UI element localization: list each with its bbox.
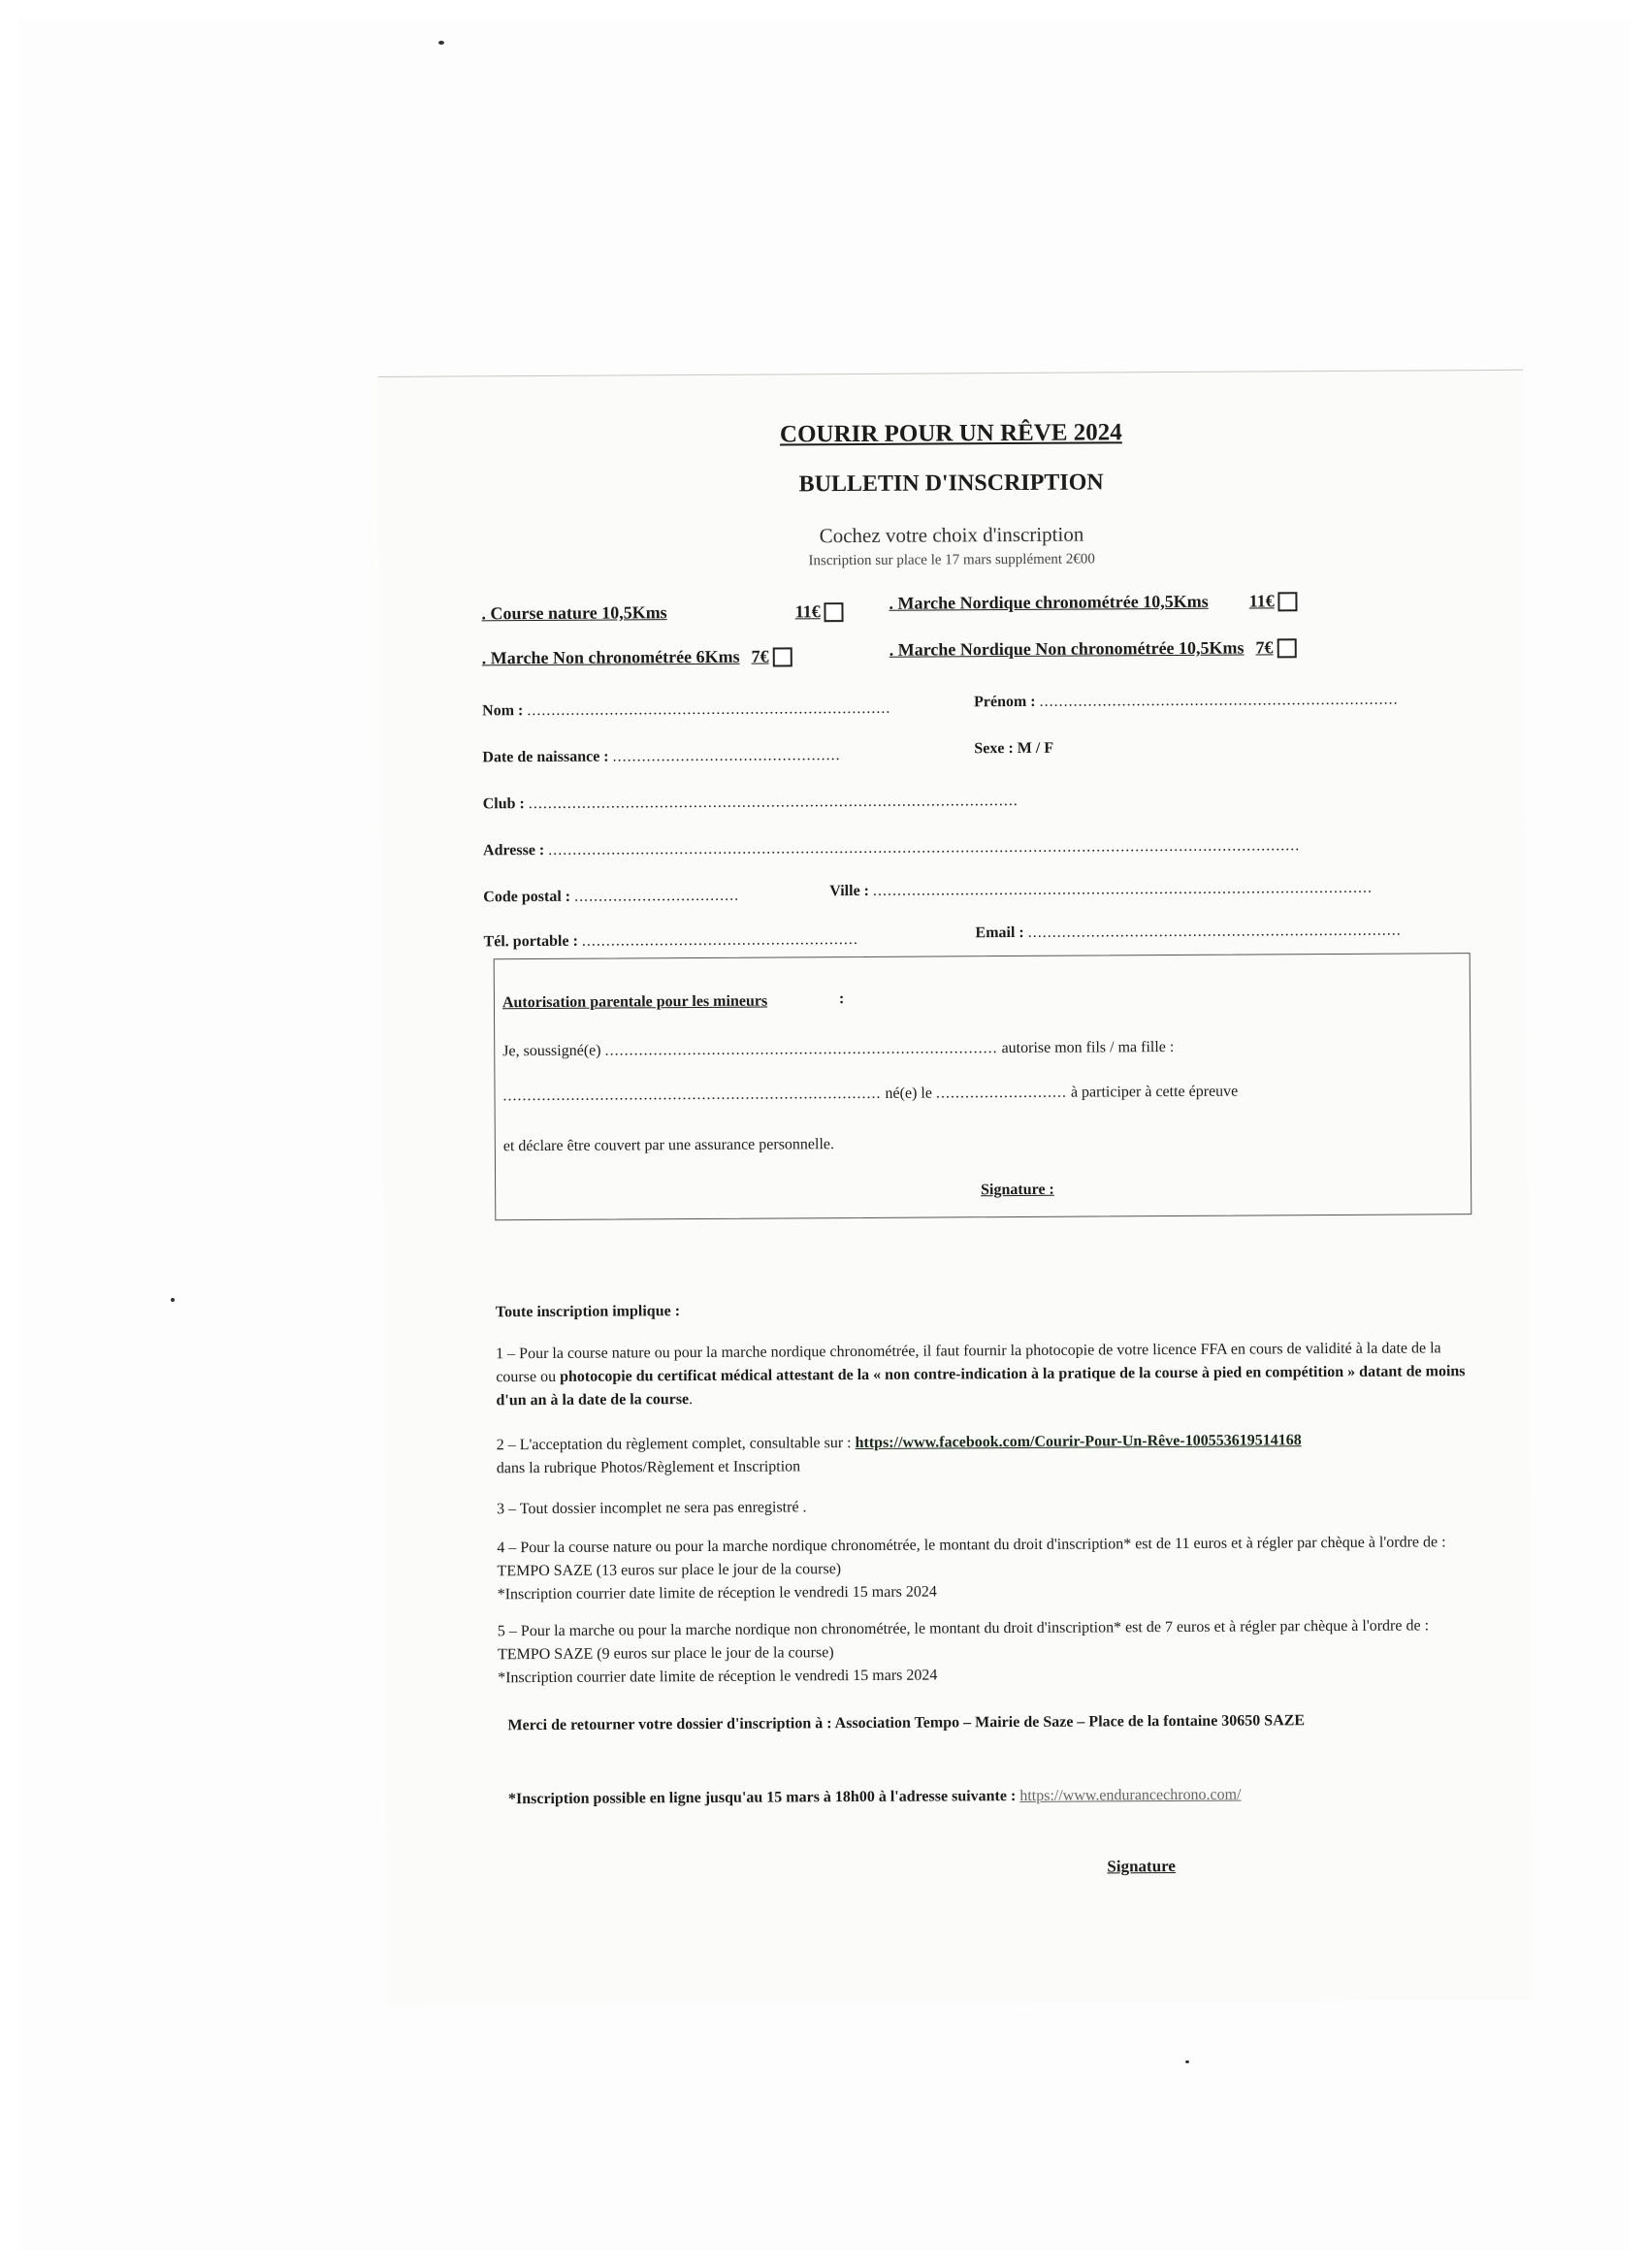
field-label: Nom :: [482, 702, 524, 720]
field-label: Club :: [482, 795, 525, 813]
condition-2: 2 – L'acceptation du règlement complet, consultable sur : https://www.facebook.com/Courir-Pour-Un-Rêve-100553619514168 dans la rubrique Photos/Règlement et Inscription: [496, 1432, 1302, 1477]
field-label: Adresse :: [482, 841, 545, 859]
final-signature: Signature: [1107, 1857, 1177, 1876]
parental-line-2[interactable]: .............................................................................. né(e) le ........................... à participer à cette épreuve: [502, 1083, 1239, 1105]
parental-text: né(e) le: [885, 1085, 932, 1102]
option-checkbox[interactable]: [1278, 592, 1298, 611]
option-label: . Marche Non chronométrée 6Kms: [481, 646, 740, 668]
onsite-note: Inscription sur place le 17 mars supplément 2€00: [808, 551, 1095, 569]
option-marche-nordique-non-chrono: [889, 637, 1297, 661]
field-label: Sexe : M / F: [974, 739, 1054, 758]
scan-speck: [438, 41, 444, 45]
field-prenom[interactable]: Prénom : ..........................................................................: [974, 691, 1399, 711]
condition-3: 3 – Tout dossier incomplet ne sera pas enregistré .: [497, 1499, 807, 1518]
option-label: . Course nature 10,5Kms: [481, 602, 667, 624]
parental-line-1[interactable]: Je, soussigné(e) ................................................................................. autorise mon fils / ma fille :: [502, 1039, 1175, 1060]
choice-instruction: Cochez votre choix d'inscription: [819, 522, 1084, 548]
option-price: 7€: [751, 646, 769, 666]
parental-line-3: et déclare être couvert par une assurance personnelle.: [502, 1136, 835, 1155]
condition-1: 1 – Pour la course nature ou pour la marche nordique chronométrée, il faut fournir la photocopie de votre licence FFA en cours de validité à la date de la course ou photocopie du certificat médical attestant de la « non contre-indication à la pratique de la course à pied en compétition » datant de moins d'un an à la date de la course.: [496, 1340, 1466, 1409]
field-tel-portable[interactable]: Tél. portable : .........................................................: [483, 930, 858, 951]
option-price: 11€: [1248, 591, 1275, 611]
field-code-postal[interactable]: Code postal : ..................................: [483, 887, 740, 906]
facebook-link[interactable]: https://www.facebook.com/Courir-Pour-Un-Rêve-100553619514168: [855, 1432, 1302, 1452]
return-address: Merci de retourner votre dossier d'inscription à : Association Tempo – Mairie de Saze – Place de la fontaine 30650 SAZE: [507, 1712, 1306, 1734]
field-sexe[interactable]: [974, 740, 1053, 758]
endurancechrono-link[interactable]: https://www.endurancechrono.com/: [1019, 1786, 1242, 1804]
condition-4: 4 – Pour la course nature ou pour la marche nordique chronométrée, le montant du droit d'inscription* est de 11 euros et à régler par chèque à l'ordre de : TEMPO SAZE (13 euros sur place le jour de la course) *Inscription courrier date limite de réception le vendredi 15 mars 2024: [497, 1534, 1446, 1604]
field-label: Ville :: [829, 882, 870, 900]
field-label: Email :: [975, 923, 1024, 942]
parental-text: à participer à cette épreuve: [1070, 1083, 1239, 1101]
option-checkbox[interactable]: [824, 602, 844, 622]
scan-speck: [1185, 2060, 1189, 2063]
parental-text: Je, soussigné(e): [502, 1042, 601, 1060]
option-checkbox[interactable]: [1277, 638, 1296, 658]
condition-5: 5 – Pour la marche ou pour la marche nordique non chronométrée, le montant du droit d'inscription* est de 7 euros et à régler par chèque à l'ordre de : TEMPO SAZE (9 euros sur place le jour de la course) *Inscription courrier date limite de réception le vendredi 15 mars 2024: [497, 1617, 1430, 1687]
form-title: COURIR POUR UN RÊVE 2024: [779, 419, 1122, 448]
option-marche-nordique-chrono: [889, 591, 1297, 614]
parental-text: autorise mon fils / ma fille :: [1001, 1039, 1175, 1057]
parental-signature: Signature :: [981, 1181, 1054, 1199]
field-label: Code postal :: [483, 888, 571, 906]
parental-heading-colon: :: [838, 990, 845, 1008]
conditions-heading: Toute inscription implique :: [495, 1303, 681, 1321]
option-price: 7€: [1255, 637, 1274, 658]
form-subtitle: BULLETIN D'INSCRIPTION: [798, 470, 1104, 498]
field-club[interactable]: Club : .....................................................................................................: [482, 792, 1018, 813]
field-email[interactable]: Email : .............................................................................: [975, 922, 1402, 942]
parental-authorization-box: [494, 953, 1472, 1220]
scan-speck: [171, 1298, 175, 1302]
online-registration-note: *Inscription possible en ligne jusqu'au 15 mars à 18h00 à l'adresse suivante : https://www.endurancechrono.com/: [507, 1786, 1242, 1808]
option-checkbox[interactable]: [772, 647, 792, 666]
option-marche-non-chrono: [482, 646, 792, 668]
registration-form-sheet: [378, 370, 1533, 2007]
option-label: . Marche Nordique chronométrée 10,5Kms: [889, 591, 1209, 613]
option-label: . Marche Nordique Non chronométrée 10,5Kms: [889, 637, 1245, 660]
parental-heading: Autorisation parentale pour les mineurs: [501, 992, 768, 1012]
field-ville[interactable]: Ville : .......................................................................................................: [829, 879, 1374, 900]
field-label: Prénom :: [974, 693, 1036, 711]
option-course-nature: [481, 601, 843, 624]
field-date-naissance[interactable]: Date de naissance : ...............................................: [482, 747, 841, 766]
field-label: Date de naissance :: [482, 748, 609, 766]
field-label: Tél. portable :: [483, 932, 578, 951]
option-price: 11€: [794, 601, 821, 622]
field-nom[interactable]: Nom : ...........................................................................: [482, 699, 891, 720]
field-adresse[interactable]: Adresse : ...........................................................................................................................................................: [482, 837, 1301, 859]
